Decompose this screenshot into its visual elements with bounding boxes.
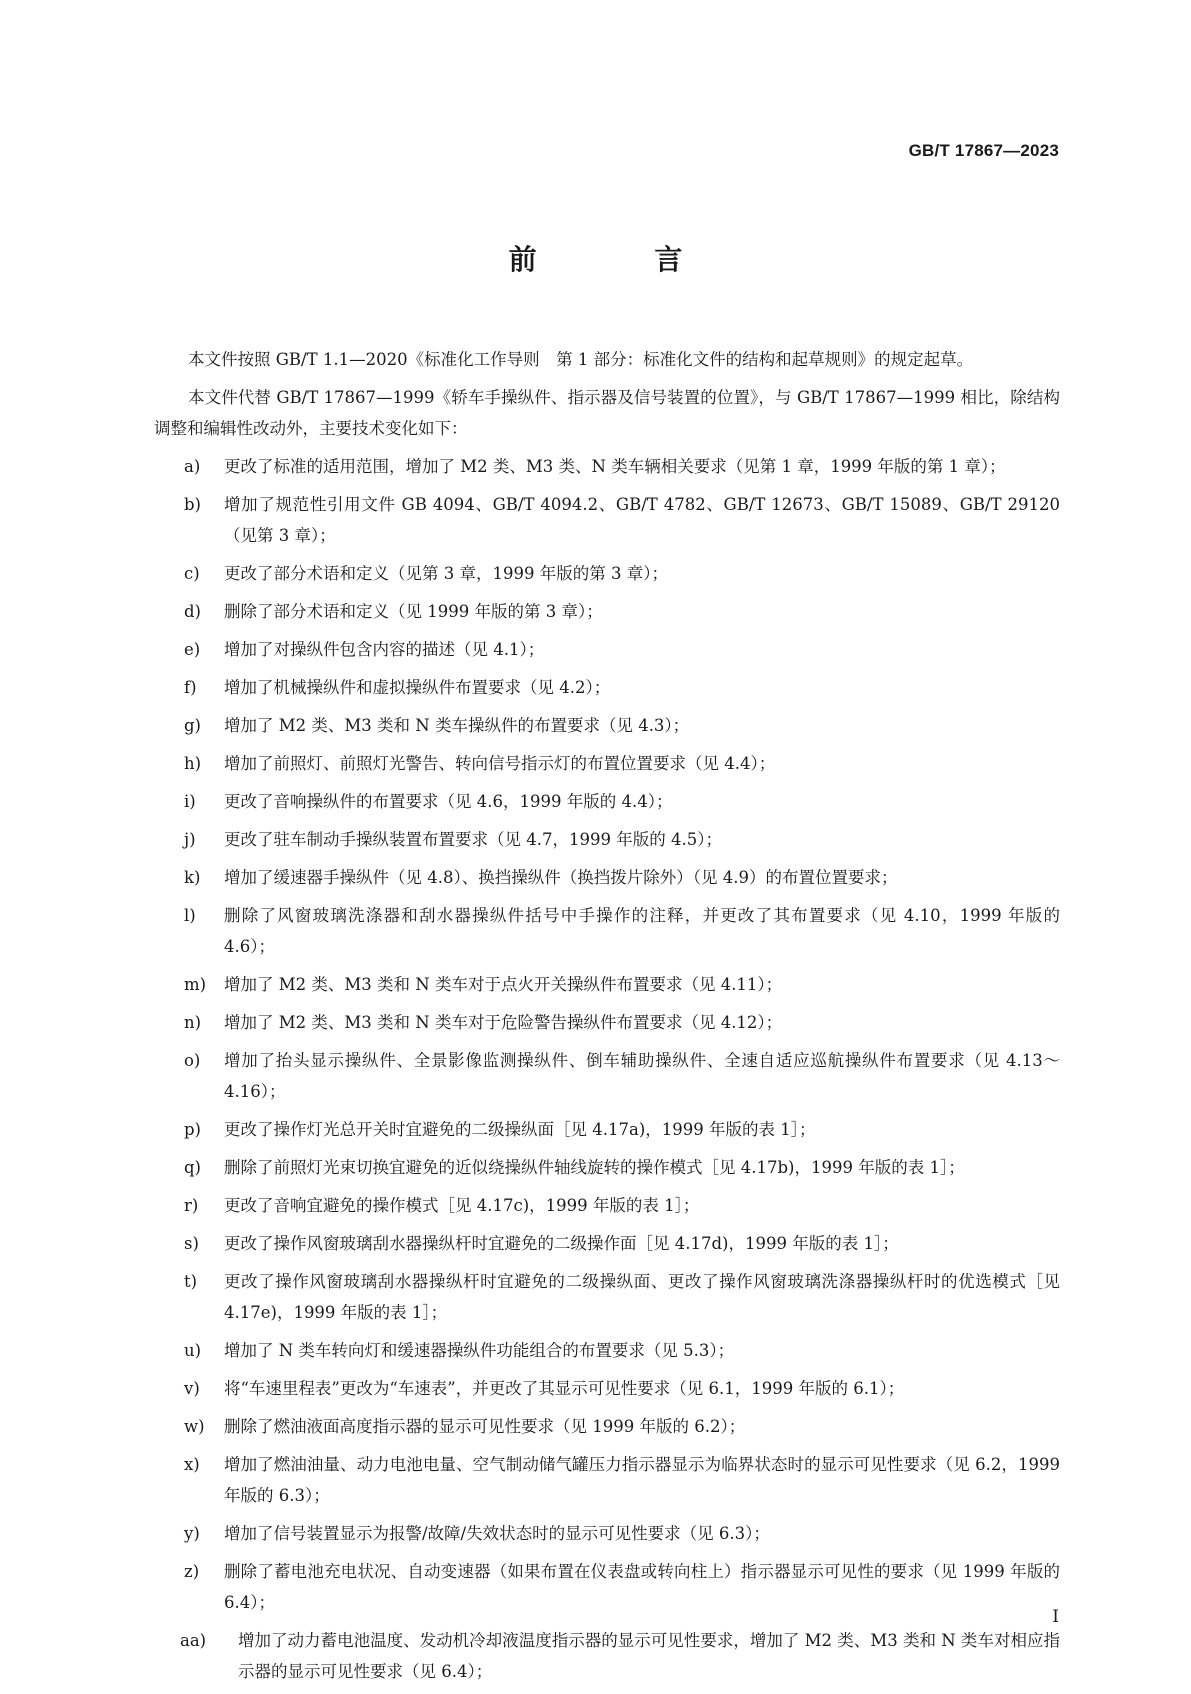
list-item	[154, 558, 1060, 589]
list-item	[154, 1518, 1060, 1549]
list-item-marker: r)	[184, 1196, 199, 1215]
list-item-text: 增加了信号装置显示为报警/故障/失效状态时的显示可见性要求（见 6.3）；	[224, 1524, 770, 1543]
list-item	[154, 1556, 1060, 1618]
list-item	[154, 900, 1060, 962]
list-item-text: 增加了 M2 类、M3 类和 N 类车对于点火开关操纵件布置要求（见 4.11）；	[224, 975, 783, 994]
list-item-text: 更改了操作风窗玻璃刮水器操纵杆时宜避免的二级操作面［见 4.17d)，1999 年版的表 1］；	[224, 1234, 899, 1253]
list-item-marker: c)	[184, 564, 200, 583]
list-item-text: 增加了对操纵件包含内容的描述（见 4.1）；	[224, 640, 545, 659]
list-item-marker: p)	[184, 1120, 201, 1139]
list-item-text: 增加了 M2 类、M3 类和 N 类车操纵件的布置要求（见 4.3）；	[224, 716, 690, 735]
change-list	[154, 451, 1060, 1687]
list-item-text: 增加了 N 类车转向灯和缓速器操纵件功能组合的布置要求（见 5.3）；	[224, 1341, 735, 1360]
list-item-marker: n)	[184, 1013, 202, 1032]
list-item-text: 将“车速里程表”更改为“车速表”，并更改了其显示可见性要求（见 6.1，1999 年版的 6.1）；	[224, 1379, 905, 1398]
list-item-marker: f)	[184, 678, 197, 697]
foreword-body	[154, 344, 1060, 1694]
list-item-text: 删除了风窗玻璃洗涤器和刮水器操纵件括号中手操作的注释，并更改了其布置要求（见 4.10，1999 年版的 4.6）；	[224, 906, 1060, 956]
list-item-marker: v)	[184, 1379, 200, 1398]
paragraph-replacement: 本文件代替 GB/T 17867—1999《轿车手操纵件、指示器及信号装置的位置》，与 GB/T 17867—1999 相比，除结构调整和编辑性改动外，主要技术变化如下：	[154, 388, 1060, 438]
list-item	[154, 786, 1060, 817]
list-item-marker: i)	[184, 792, 196, 811]
list-item-text: 更改了操作风窗玻璃刮水器操纵杆时宜避免的二级操纵面、更改了操作风窗玻璃洗涤器操纵杆时的优选模式［见 4.17e)，1999 年版的表 1］；	[224, 1272, 1060, 1322]
list-item	[154, 1335, 1060, 1366]
list-item	[154, 1449, 1060, 1511]
page-title: 前 言	[508, 243, 737, 276]
list-item-text: 增加了前照灯、前照灯光警告、转向信号指示灯的布置位置要求（见 4.4）；	[224, 754, 776, 773]
list-item-text: 更改了操作灯光总开关时宜避免的二级操纵面［见 4.17a)，1999 年版的表 1］；	[224, 1120, 816, 1139]
standard-code: GB/T 17867—2023	[908, 141, 1059, 160]
list-item-marker: m)	[184, 975, 207, 994]
list-item	[154, 1190, 1060, 1221]
list-item-marker: j)	[184, 830, 196, 849]
list-item-marker: t)	[184, 1272, 198, 1291]
list-item-marker: q)	[184, 1158, 201, 1177]
list-item	[154, 489, 1060, 551]
list-item-marker: o)	[184, 1051, 201, 1070]
list-item-text: 增加了缓速器手操纵件（见 4.8）、换挡操纵件（换挡拨片除外）（见 4.9）的布置位置要求；	[224, 868, 898, 887]
list-item-marker: e)	[184, 640, 201, 659]
list-item-marker: s)	[184, 1234, 199, 1253]
list-item-text: 更改了标准的适用范围，增加了 M2 类、M3 类、N 类车辆相关要求（见第 1 章，1999 年版的第 1 章）；	[224, 457, 1006, 476]
list-item	[154, 451, 1060, 482]
list-item	[154, 1373, 1060, 1404]
list-item	[154, 672, 1060, 703]
list-item-text: 更改了音响宜避免的操作模式［见 4.17c)，1999 年版的表 1］；	[224, 1196, 700, 1215]
list-item	[154, 710, 1060, 741]
list-item-text: 增加了 M2 类、M3 类和 N 类车对于危险警告操纵件布置要求（见 4.12）；	[224, 1013, 783, 1032]
list-item	[154, 862, 1060, 893]
list-item-text: 增加了燃油油量、动力电池电量、空气制动储气罐压力指示器显示为临界状态时的显示可见性要求（见 6.2，1999 年版的 6.3）；	[224, 1455, 1060, 1505]
list-item-text: 删除了燃油液面高度指示器的显示可见性要求（见 1999 年版的 6.2）；	[224, 1417, 746, 1436]
list-item	[154, 1114, 1060, 1145]
list-item-marker: w)	[184, 1417, 205, 1436]
list-item-text: 增加了规范性引用文件 GB 4094、GB/T 4094.2、GB/T 4782、GB/T 12673、GB/T 15089、GB/T 29120（见第 3 章）；	[224, 495, 1060, 545]
list-item-marker: l)	[184, 906, 196, 925]
list-item	[154, 596, 1060, 627]
page-number: I	[1052, 1607, 1059, 1627]
list-item	[154, 1411, 1060, 1442]
list-item-marker: u)	[184, 1341, 202, 1360]
list-item-marker: d)	[184, 602, 201, 621]
list-item-marker: a)	[184, 457, 201, 476]
paragraph-drafting-rules: 本文件按照 GB/T 1.1—2020《标准化工作导则 第 1 部分：标准化文件的结构和起草规则》的规定起草。	[188, 350, 974, 369]
list-item	[154, 1152, 1060, 1183]
list-item-text: 增加了动力蓄电池温度、发动机冷却液温度指示器的显示可见性要求，增加了 M2 类、M3 类和 N 类车对相应指示器的显示可见性要求（见 6.4）；	[238, 1631, 1060, 1681]
list-item-marker: g)	[184, 716, 201, 735]
list-item-text: 删除了前照灯光束切换宜避免的近似绕操纵件轴线旋转的操作模式［见 4.17b)，1999 年版的表 1］；	[224, 1158, 965, 1177]
list-item-text: 删除了部分术语和定义（见 1999 年版的第 3 章）；	[224, 602, 603, 621]
list-item	[154, 634, 1060, 665]
list-item-marker: y)	[184, 1524, 200, 1543]
list-item-text: 更改了音响操纵件的布置要求（见 4.6，1999 年版的 4.4）；	[224, 792, 673, 811]
list-item	[154, 1228, 1060, 1259]
list-item	[154, 1266, 1060, 1328]
list-item-marker: b)	[184, 495, 201, 514]
list-item-text: 增加了抬头显示操纵件、全景影像监测操纵件、倒车辅助操纵件、全速自适应巡航操纵件布置要求（见 4.13～4.16）；	[224, 1051, 1060, 1101]
list-item-marker: x)	[184, 1455, 200, 1474]
list-item	[154, 1045, 1060, 1107]
list-item	[154, 1625, 1060, 1687]
list-item-marker: z)	[184, 1562, 200, 1581]
list-item-marker: h)	[184, 754, 202, 773]
list-item-marker: aa)	[180, 1631, 207, 1650]
list-item-text: 增加了机械操纵件和虚拟操纵件布置要求（见 4.2）；	[224, 678, 611, 697]
list-item	[154, 748, 1060, 779]
list-item-marker: k)	[184, 868, 201, 887]
list-item-text: 更改了驻车制动手操纵装置布置要求（见 4.7，1999 年版的 4.5）；	[224, 830, 722, 849]
list-item	[154, 824, 1060, 855]
list-item-text: 更改了部分术语和定义（见第 3 章，1999 年版的第 3 章）；	[224, 564, 668, 583]
list-item-text: 删除了蓄电池充电状况、自动变速器（如果布置在仪表盘或转向柱上）指示器显示可见性的要求（见 1999 年版的 6.4）；	[224, 1562, 1060, 1612]
list-item	[154, 969, 1060, 1000]
list-item	[154, 1007, 1060, 1038]
